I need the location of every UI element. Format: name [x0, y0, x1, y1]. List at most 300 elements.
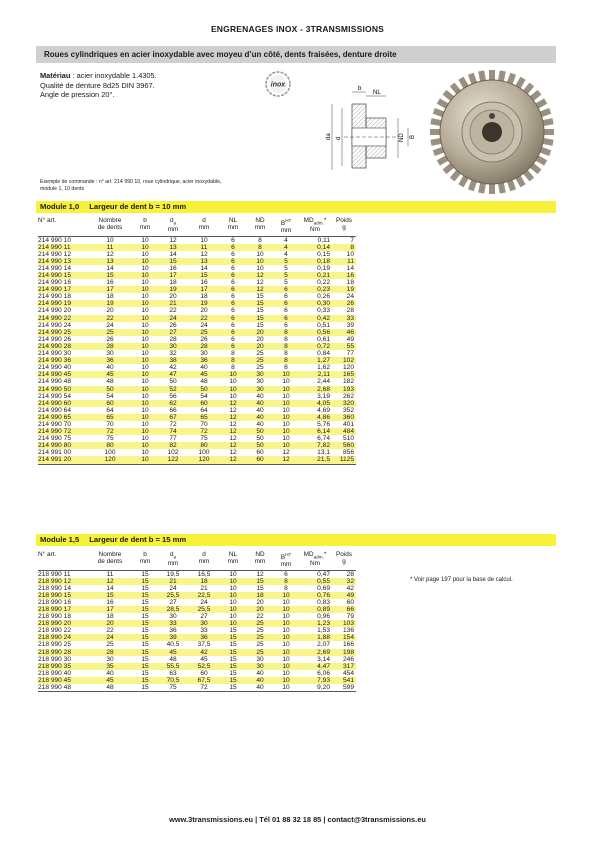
cell-width-b: 15 [141, 648, 149, 656]
cell-teeth-count: 48 [106, 684, 114, 692]
cell-torque: 0,22 [317, 279, 330, 287]
table-row [38, 293, 356, 300]
cell-tip-diameter: 18 [169, 279, 177, 287]
cell-bore: 10 [282, 627, 290, 635]
cell-bore: 8 [284, 328, 288, 336]
cell-weight: 77 [346, 350, 354, 358]
cell-pitch-diameter: 72 [200, 428, 208, 436]
dim-d-label: d [336, 136, 342, 140]
table-row [38, 378, 356, 385]
table-row [38, 599, 356, 606]
cell-article-number: 214 990 13 [38, 257, 72, 265]
cell-tip-diameter: 27 [169, 328, 177, 336]
cell-hub-diameter: 40 [256, 406, 264, 414]
cell-torque: 2,44 [317, 378, 330, 386]
cell-hub-length: 6 [231, 307, 235, 315]
cell-teeth-count: 72 [106, 428, 114, 436]
col-b: b mm [139, 217, 151, 232]
cell-bore: 8 [284, 342, 288, 350]
cell-bore: 10 [282, 378, 290, 386]
page-header-title: ENGRENAGES INOX - 3TRANSMISSIONS [210, 24, 385, 34]
cell-hub-diameter: 15 [256, 314, 264, 322]
cell-bore: 8 [284, 357, 288, 365]
cell-torque: 0,76 [317, 591, 330, 599]
cell-hub-length: 8 [231, 364, 235, 372]
cell-torque: 0,96 [317, 613, 330, 621]
cell-weight: 49 [346, 591, 354, 599]
cell-hub-length: 15 [229, 669, 237, 677]
cell-bore: 10 [282, 613, 290, 621]
cell-tip-diameter: 28,5 [166, 606, 180, 613]
cell-teeth-count: 54 [106, 392, 114, 400]
cell-pitch-diameter: 24 [200, 321, 208, 329]
cell-hub-diameter: 40 [256, 420, 264, 428]
gear-dimension-drawing [318, 82, 426, 184]
cell-teeth-count: 24 [106, 634, 114, 642]
cell-width-b: 10 [141, 250, 149, 258]
cell-teeth-count: 45 [106, 676, 114, 684]
cell-width-b: 10 [141, 350, 149, 358]
cell-width-b: 10 [141, 435, 149, 443]
cell-article-number: 214 990 64 [38, 406, 72, 414]
cell-hub-diameter: 12 [256, 272, 264, 279]
col-d: d mm [198, 551, 210, 566]
cell-torque: 13,1 [317, 449, 330, 457]
cell-torque: 0,83 [317, 598, 330, 606]
table-row [38, 627, 356, 634]
cell-article-number: 214 990 19 [38, 300, 72, 308]
cell-hub-diameter: 15 [256, 584, 264, 592]
table-row [38, 578, 356, 585]
cell-hub-diameter: 40 [256, 676, 264, 684]
table-row [38, 350, 356, 357]
cell-weight: 11 [347, 257, 354, 265]
cell-width-b: 15 [141, 577, 149, 585]
cell-weight: 198 [342, 648, 354, 656]
cell-hub-length: 12 [229, 442, 237, 450]
cell-hub-length: 15 [229, 684, 237, 692]
cell-teeth-count: 12 [106, 250, 114, 258]
cell-width-b: 10 [141, 357, 149, 365]
table-row [38, 393, 356, 400]
cell-bore: 10 [282, 371, 290, 379]
cell-tip-diameter: 14 [169, 250, 177, 258]
cell-article-number: 214 990 14 [38, 264, 72, 272]
cell-weight: 16 [346, 272, 354, 279]
cell-pitch-diameter: 14 [200, 264, 208, 272]
cell-tip-diameter: 52 [169, 385, 177, 393]
cell-hub-length: 6 [231, 250, 235, 258]
cell-hub-diameter: 25 [256, 350, 264, 358]
cell-teeth-count: 24 [106, 321, 114, 329]
cell-bore: 4 [284, 250, 288, 258]
cell-hub-length: 12 [229, 420, 237, 428]
table-row [38, 307, 356, 314]
cell-pitch-diameter: 80 [200, 442, 208, 450]
col-nd: ND mm [254, 217, 266, 232]
cell-width-b: 10 [141, 286, 149, 294]
cell-article-number: 218 990 30 [38, 655, 72, 663]
cell-tip-diameter: 22 [169, 307, 177, 315]
cell-hub-length: 6 [231, 286, 235, 294]
cell-pitch-diameter: 67,5 [197, 676, 211, 684]
cell-width-b: 10 [141, 399, 149, 407]
cell-hub-length: 15 [229, 641, 237, 649]
cell-teeth-count: 11 [106, 243, 114, 251]
cell-width-b: 15 [141, 584, 149, 592]
cell-weight: 49 [346, 335, 354, 343]
cell-width-b: 10 [141, 371, 149, 379]
cell-article-number: 218 990 35 [38, 662, 72, 670]
cell-teeth-count: 20 [106, 307, 114, 315]
cell-torque: 0,56 [317, 328, 330, 336]
cell-torque: 1,62 [317, 364, 330, 372]
cell-width-b: 10 [141, 257, 149, 265]
cell-article-number: 214 990 24 [38, 321, 72, 329]
cell-hub-length: 12 [229, 456, 237, 464]
cell-hub-length: 10 [229, 570, 237, 578]
cell-torque: 3,14 [317, 655, 330, 663]
cell-bore: 10 [282, 435, 290, 443]
table-row [38, 585, 356, 592]
cell-article-number: 214 990 12 [38, 250, 72, 258]
section-2-width: Largeur de dent b = 15 mm [89, 535, 187, 544]
cell-article-number: 218 990 12 [38, 577, 72, 585]
cell-hub-length: 6 [231, 279, 235, 287]
cell-pitch-diameter: 45 [200, 371, 208, 379]
cell-hub-diameter: 40 [256, 684, 264, 692]
cell-width-b: 10 [141, 272, 149, 279]
cell-bore: 6 [284, 307, 288, 315]
cell-teeth-count: 10 [106, 236, 114, 244]
cell-hub-length: 10 [229, 598, 237, 606]
col-md: $MD_{adm.}*$ Nm [303, 217, 327, 234]
cell-weight: 120 [342, 364, 354, 372]
cell-hub-length: 6 [231, 264, 235, 272]
cell-weight: 193 [342, 385, 354, 393]
calculation-note: * Voir page 197 pour la base de calcul. [410, 577, 513, 583]
cell-article-number: 214 990 18 [38, 293, 72, 301]
cell-torque: 0,51 [317, 321, 330, 329]
cell-bore: 10 [282, 591, 290, 599]
table-row [38, 336, 356, 343]
cell-bore: 10 [282, 641, 290, 649]
cell-article-number: 214 990 65 [38, 413, 72, 421]
cell-weight: 352 [342, 406, 354, 414]
cell-hub-length: 8 [231, 350, 235, 358]
cell-hub-length: 6 [231, 236, 235, 244]
cell-width-b: 15 [141, 598, 149, 606]
cell-weight: 360 [342, 413, 354, 421]
cell-teeth-count: 120 [104, 456, 116, 464]
cell-hub-diameter: 18 [256, 591, 264, 599]
cell-weight: 541 [342, 676, 354, 684]
cell-hub-diameter: 15 [256, 577, 264, 585]
cell-weight: 560 [342, 442, 354, 450]
cell-article-number: 214 990 15 [38, 272, 72, 279]
cell-hub-diameter: 40 [256, 392, 264, 400]
cell-hub-diameter: 50 [256, 428, 264, 436]
cell-article-number: 214 990 22 [38, 314, 72, 322]
cell-hub-diameter: 15 [256, 307, 264, 315]
cell-tip-diameter: 48 [169, 655, 177, 663]
cell-width-b: 15 [141, 641, 149, 649]
cell-pitch-diameter: 120 [198, 456, 210, 464]
cell-article-number: 218 990 45 [38, 676, 72, 684]
cell-width-b: 10 [141, 392, 149, 400]
cell-pitch-diameter: 60 [200, 669, 208, 677]
cell-pitch-diameter: 25,5 [197, 606, 211, 613]
cell-weight: 28 [346, 307, 354, 315]
cell-weight: 103 [342, 620, 354, 628]
cell-weight: 8 [350, 243, 354, 251]
cell-hub-diameter: 30 [256, 662, 264, 670]
cell-pitch-diameter: 42 [200, 648, 208, 656]
cell-bore: 12 [282, 449, 290, 457]
cell-pitch-diameter: 26 [200, 335, 208, 343]
cell-bore: 10 [282, 606, 290, 613]
section-1-module: Module 1,0 [40, 202, 80, 211]
cell-pitch-diameter: 19 [200, 300, 208, 308]
cell-tip-diameter: 77 [169, 435, 177, 443]
cell-weight: 46 [346, 328, 354, 336]
cell-bore: 4 [284, 236, 288, 244]
cell-width-b: 10 [141, 456, 149, 464]
cell-tip-diameter: 62 [169, 399, 177, 407]
cell-width-b: 10 [141, 279, 149, 287]
cell-tip-diameter: 15 [169, 257, 177, 265]
table-row [38, 251, 356, 258]
cell-hub-length: 10 [229, 613, 237, 621]
table-row [38, 449, 356, 456]
cell-bore: 10 [282, 399, 290, 407]
cell-torque: 6,06 [317, 669, 330, 677]
cell-pitch-diameter: 25 [200, 328, 208, 336]
cell-tip-diameter: 17 [169, 272, 177, 279]
cell-tip-diameter: 72 [169, 420, 177, 428]
cell-tip-diameter: 36 [169, 627, 177, 635]
cell-article-number: 218 990 28 [38, 648, 72, 656]
table-row [38, 442, 356, 449]
cell-torque: 1,88 [317, 634, 330, 642]
cell-torque: 0,18 [317, 257, 330, 265]
col-bore: $B^{H7}$ mm [280, 218, 292, 235]
cell-bore: 10 [282, 392, 290, 400]
cell-weight: 26 [346, 300, 354, 308]
cell-bore: 5 [284, 257, 288, 265]
cell-bore: 10 [282, 655, 290, 663]
cell-weight: 165 [342, 371, 354, 379]
cell-bore: 5 [284, 272, 288, 279]
cell-hub-diameter: 10 [256, 264, 264, 272]
cell-hub-diameter: 12 [256, 279, 264, 287]
cell-hub-diameter: 30 [256, 385, 264, 393]
cell-torque: 1,53 [317, 627, 330, 635]
cell-bore: 6 [284, 300, 288, 308]
cell-article-number: 214 990 30 [38, 350, 72, 358]
cell-article-number: 214 990 25 [38, 328, 72, 336]
dim-da-label: da [326, 133, 332, 140]
table-row [38, 649, 356, 656]
cell-weight: 166 [342, 641, 354, 649]
cell-teeth-count: 18 [106, 613, 114, 621]
cell-bore: 10 [282, 634, 290, 642]
cell-article-number: 214 990 72 [38, 428, 72, 436]
cell-bore: 10 [282, 442, 290, 450]
cell-torque: 2,69 [317, 648, 330, 656]
cell-tip-diameter: 82 [169, 442, 177, 450]
cell-article-number: 218 990 15 [38, 591, 72, 599]
cell-teeth-count: 40 [106, 364, 114, 372]
cell-tip-diameter: 102 [167, 449, 179, 457]
cell-hub-length: 15 [229, 676, 237, 684]
cell-torque: 6,74 [317, 435, 330, 443]
cell-article-number: 214 990 11 [38, 243, 71, 251]
cell-hub-length: 6 [231, 272, 235, 279]
cell-hub-length: 10 [229, 577, 237, 585]
cell-teeth-count: 25 [106, 328, 114, 336]
cell-bore: 8 [284, 584, 288, 592]
cell-tip-diameter: 33 [169, 620, 177, 628]
cell-width-b: 10 [141, 364, 149, 372]
cell-torque: 1,27 [317, 357, 330, 365]
cell-width-b: 10 [141, 243, 149, 251]
cell-teeth-count: 17 [106, 606, 114, 613]
table-row [38, 279, 356, 286]
cell-tip-diameter: 16 [169, 264, 177, 272]
cell-tip-diameter: 66 [169, 406, 177, 414]
cell-tip-diameter: 27 [169, 598, 177, 606]
cell-width-b: 10 [141, 406, 149, 414]
cell-weight: 39 [346, 321, 354, 329]
cell-hub-diameter: 60 [256, 449, 264, 457]
cell-tip-diameter: 13 [169, 243, 177, 251]
cell-width-b: 15 [141, 613, 149, 621]
cell-width-b: 10 [141, 342, 149, 350]
cell-torque: 2,68 [317, 385, 330, 393]
cell-tip-diameter: 40,5 [166, 641, 180, 649]
cell-torque: 0,89 [317, 606, 330, 613]
cell-weight: 599 [342, 684, 354, 692]
cell-pitch-diameter: 72 [200, 684, 208, 692]
cell-weight: 320 [342, 399, 354, 407]
table-row [38, 244, 356, 251]
cell-bore: 10 [282, 413, 290, 421]
cell-width-b: 10 [141, 449, 149, 457]
cell-pitch-diameter: 36 [200, 357, 208, 365]
table-row [38, 663, 356, 670]
cell-pitch-diameter: 16 [200, 279, 208, 287]
cell-hub-length: 15 [229, 627, 237, 635]
cell-teeth-count: 16 [106, 598, 114, 606]
cell-teeth-count: 50 [106, 385, 114, 393]
cell-width-b: 10 [141, 236, 149, 244]
cell-weight: 136 [342, 627, 354, 635]
table-row [38, 414, 356, 421]
table-row [38, 620, 356, 627]
cell-weight: 79 [346, 613, 354, 621]
cell-teeth-count: 48 [106, 378, 114, 386]
cell-hub-length: 6 [231, 314, 235, 322]
cell-torque: 0,19 [317, 264, 330, 272]
cell-bore: 10 [282, 420, 290, 428]
cell-tip-diameter: 26 [169, 321, 177, 329]
cell-pitch-diameter: 40 [200, 364, 208, 372]
table-row [38, 272, 356, 279]
section-2-module: Module 1,5 [40, 535, 80, 544]
cell-teeth-count: 30 [106, 655, 114, 663]
cell-torque: 0,21 [317, 272, 330, 279]
cell-width-b: 10 [141, 307, 149, 315]
col-teeth: Nombre de dents [97, 217, 123, 232]
cell-bore: 6 [284, 314, 288, 322]
cell-hub-diameter: 25 [256, 648, 264, 656]
cell-hub-diameter: 25 [256, 620, 264, 628]
cell-article-number: 214 991 20 [38, 456, 72, 464]
cell-weight: 454 [342, 669, 354, 677]
cell-width-b: 15 [141, 591, 149, 599]
cell-article-number: 218 990 24 [38, 634, 72, 642]
cell-teeth-count: 19 [106, 300, 114, 308]
cell-torque: 0,15 [317, 250, 330, 258]
cell-torque: 0,69 [317, 584, 330, 592]
cell-width-b: 15 [141, 684, 149, 692]
cell-weight: 154 [342, 634, 354, 642]
cell-pitch-diameter: 48 [200, 378, 208, 386]
col-da: $d_a$ mm [167, 551, 179, 568]
cell-hub-diameter: 8 [258, 236, 262, 244]
cell-pitch-diameter: 54 [200, 392, 208, 400]
table-row [38, 236, 356, 244]
cell-tip-diameter: 122 [167, 456, 179, 464]
cell-torque: 0,30 [317, 300, 330, 308]
cell-teeth-count: 16 [106, 279, 114, 287]
cell-width-b: 10 [141, 321, 149, 329]
cell-torque: 4,69 [317, 406, 330, 414]
cell-article-number: 214 990 50 [38, 385, 72, 393]
cell-article-number: 214 990 54 [38, 392, 72, 400]
cell-width-b: 10 [141, 442, 149, 450]
cell-width-b: 10 [141, 385, 149, 393]
cell-article-number: 218 990 18 [38, 613, 72, 621]
cell-pitch-diameter: 27 [200, 613, 208, 621]
cell-hub-diameter: 8 [258, 243, 262, 251]
cell-hub-diameter: 30 [256, 378, 264, 386]
cell-width-b: 10 [141, 328, 149, 336]
cell-bore: 10 [282, 406, 290, 414]
cell-hub-diameter: 50 [256, 435, 264, 443]
cell-bore: 12 [282, 456, 290, 464]
cell-article-number: 218 990 11 [38, 570, 71, 578]
col-nl: NL mm [227, 217, 239, 232]
cell-hub-diameter: 40 [256, 399, 264, 407]
dim-bore-label: B [410, 134, 416, 139]
cell-article-number: 214 990 26 [38, 335, 72, 343]
table-row [38, 258, 356, 265]
cell-pitch-diameter: 36 [200, 634, 208, 642]
cell-weight: 246 [342, 655, 354, 663]
col-nd: ND mm [254, 551, 266, 566]
material-block [40, 71, 157, 100]
cell-bore: 10 [282, 669, 290, 677]
cell-weight: 1125 [339, 456, 354, 464]
cell-weight: 18 [346, 279, 354, 287]
col-da: $d_a$ mm [167, 217, 179, 234]
cell-hub-length: 6 [231, 300, 235, 308]
cell-tip-diameter: 24 [169, 584, 177, 592]
cell-hub-diameter: 20 [256, 342, 264, 350]
cell-bore: 10 [282, 684, 290, 692]
